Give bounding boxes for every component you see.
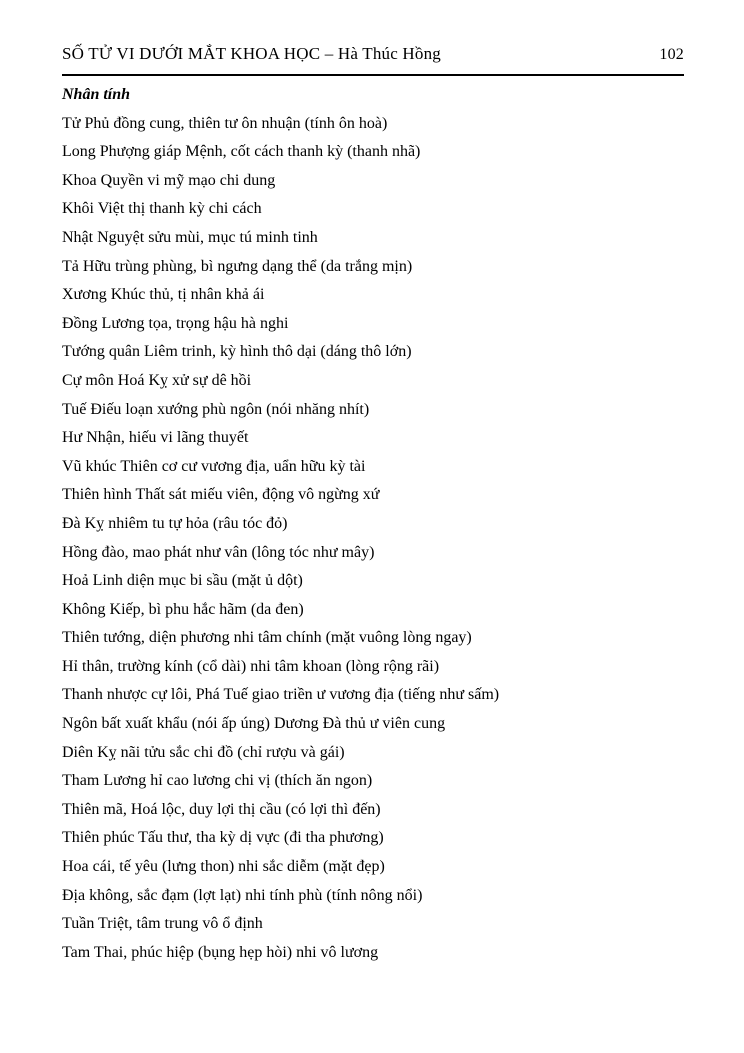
text-line: Ngôn bất xuất khẩu (nói ấp úng) Dương Đà thủ ư viên cung (62, 715, 446, 733)
page-header (62, 44, 684, 76)
text-line: Thanh nhược cự lôi, Phá Tuế giao triền ư vương địa (tiếng như sấm) (62, 686, 500, 704)
text-line: Tướng quân Liêm trinh, kỳ hình thô dại (dáng thô lớn) (62, 343, 412, 361)
text-line: Tả Hữu trùng phùng, bì ngưng dạng thể (da trắng mịn) (62, 257, 413, 275)
text-line: Thiên hình Thất sát miếu viên, động vô ngừng xứ (62, 486, 380, 504)
text-line: Long Phượng giáp Mệnh, cốt cách thanh kỳ (thanh nhã) (62, 143, 421, 161)
text-line: Xương Khúc thủ, tị nhân khả ái (62, 286, 265, 304)
text-line: Cự môn Hoá Kỵ xử sự dê hồi (62, 371, 252, 389)
text-line: Khoa Quyền vi mỹ mạo chi dung (62, 171, 276, 189)
page-number: 102 (659, 46, 684, 63)
text-line: Không Kiếp, bì phu hắc hãm (da đen) (62, 600, 304, 618)
text-line: Khôi Việt thị thanh kỳ chi cách (62, 200, 262, 218)
text-line: Hoa cái, tế yêu (lưng thon) nhi sắc diễm (mặt đẹp) (62, 858, 385, 876)
text-line: Hư Nhận, hiếu vi lãng thuyết (62, 429, 249, 447)
text-line: Tuần Triệt, tâm trung vô ổ định (62, 915, 263, 933)
text-line: Tam Thai, phúc hiệp (bụng hẹp hòi) nhi vô lương (62, 943, 379, 961)
text-line: Diên Kỵ nãi tửu sắc chi đồ (chỉ rượu và gái) (62, 743, 345, 761)
page-content (62, 44, 684, 967)
text-line: Thiên tướng, diện phương nhi tâm chính (mặt vuông lòng ngay) (62, 629, 472, 647)
text-line: Thiên mã, Hoá lộc, duy lợi thị cầu (có lợi thì đến) (62, 800, 381, 818)
text-line: Tuế Điếu loạn xướng phù ngôn (nói nhăng nhít) (62, 400, 370, 418)
text-line: Hoả Linh diện mục bi sầu (mặt ủ dột) (62, 572, 303, 590)
text-line: Địa không, sắc đạm (lợt lạt) nhi tính phù (tính nông nổi) (62, 886, 423, 904)
text-line: Thiên phúc Tấu thư, tha kỳ dị vực (đi tha phương) (62, 829, 384, 847)
text-line: Tham Lương hỉ cao lương chi vị (thích ăn ngon) (62, 772, 373, 790)
text-line: Tử Phủ đồng cung, thiên tư ôn nhuận (tính ôn hoà) (62, 114, 388, 132)
header-title: SỐ TỬ VI DƯỚI MẮT KHOA HỌC – Hà Thúc Hồng (62, 44, 441, 63)
body-lines (62, 110, 684, 968)
text-line: Đà Kỵ nhiêm tu tự hỏa (râu tóc đỏ) (62, 514, 288, 532)
text-line: Đồng Lương tọa, trọng hậu hà nghi (62, 314, 289, 332)
text-line: Hỉ thân, trường kính (cổ dài) nhi tâm khoan (lòng rộng rãi) (62, 657, 440, 675)
text-line: Hồng đào, mao phát như vân (lông tóc như mây) (62, 543, 375, 561)
text-line: Nhật Nguyệt sửu mùi, mục tú minh tinh (62, 228, 318, 246)
section-heading: Nhân tính (62, 86, 131, 103)
text-line: Vũ khúc Thiên cơ cư vương địa, uẩn hữu kỳ tài (62, 457, 366, 475)
